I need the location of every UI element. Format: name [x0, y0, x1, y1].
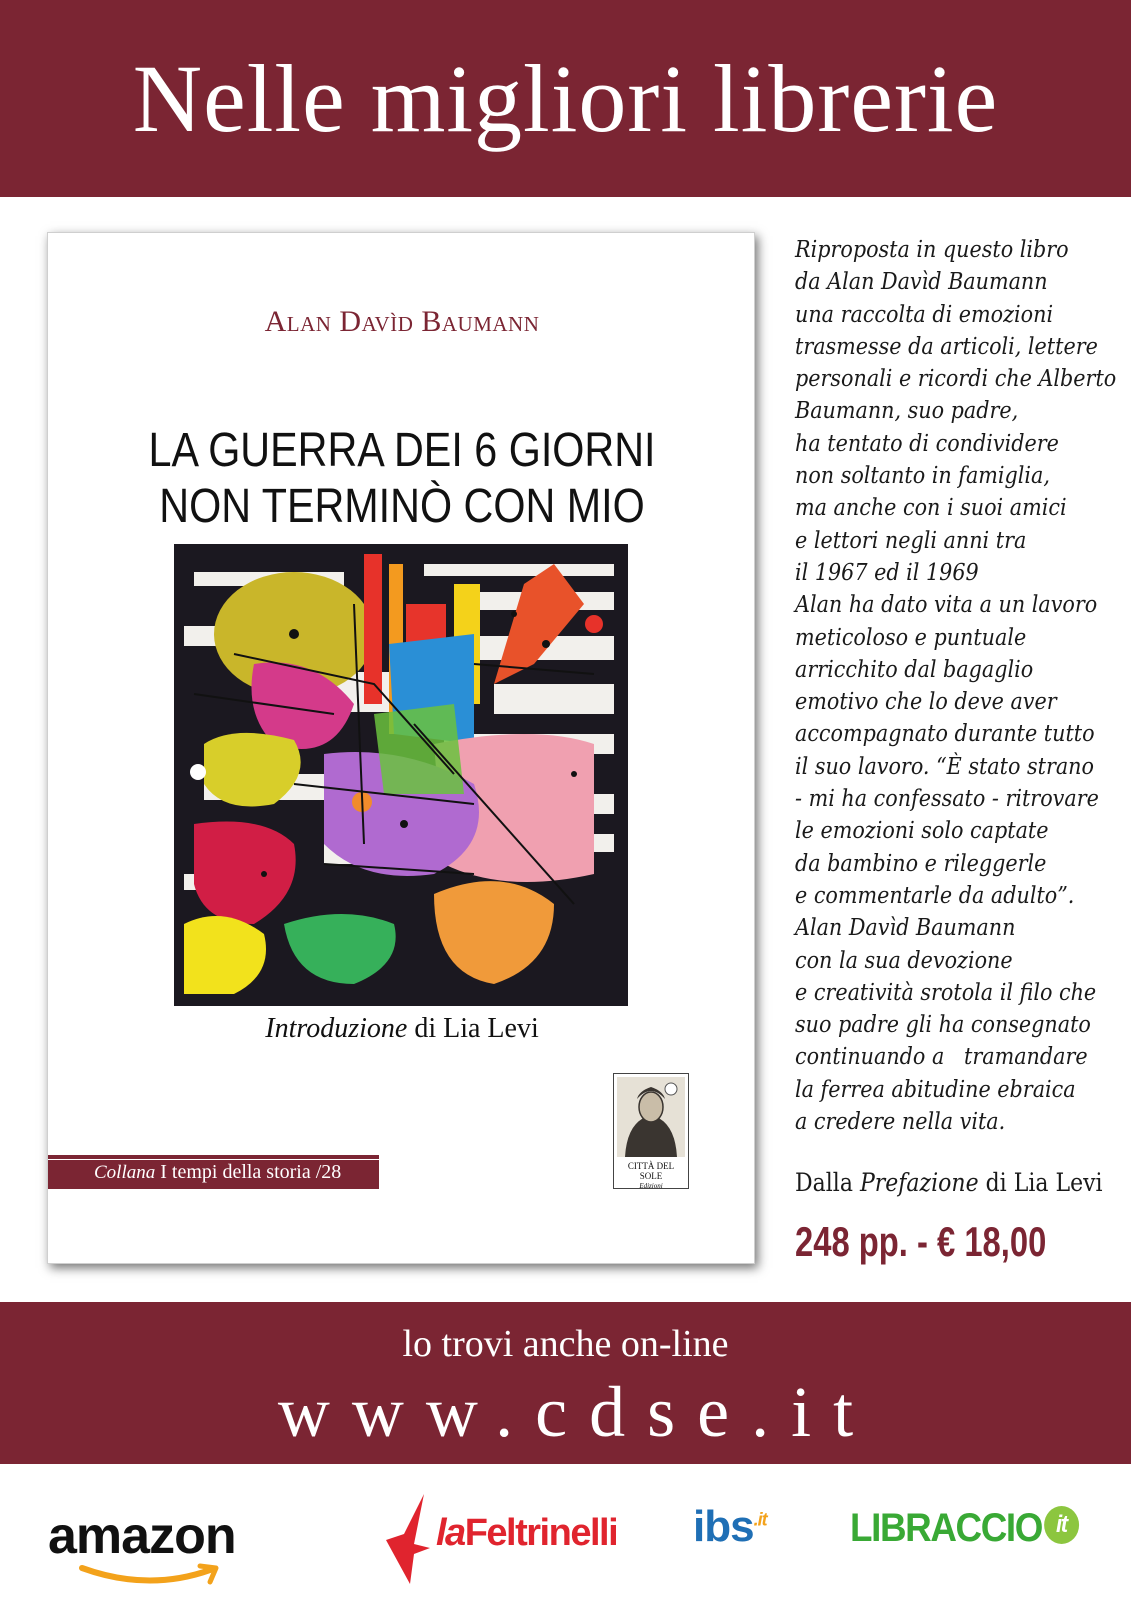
description-line: suo padre gli ha consegnato — [795, 1012, 1091, 1039]
description-line: - mi ha confessato - ritrovare — [795, 786, 1099, 813]
description-line: accompagnato durante tutto — [795, 721, 1095, 748]
preface-credit — [795, 1168, 1103, 1197]
amazon-wordmark: amazon — [48, 1507, 236, 1565]
feltrinelli-prefix: la — [436, 1512, 465, 1554]
amazon-logo[interactable] — [48, 1506, 236, 1566]
description-line: una raccolta di emozioni — [795, 301, 1054, 328]
intro-label: Introduzione — [265, 1013, 408, 1044]
preface-prefix: Dalla — [795, 1168, 860, 1197]
preface-author: di Lia Levi — [978, 1168, 1103, 1197]
cover-introduction — [48, 1013, 756, 1045]
libraccio-wordmark: LIBRACCIO — [850, 1506, 1043, 1550]
feltrinelli-f-icon — [384, 1494, 434, 1584]
publisher-subtitle: Edizioni — [639, 1182, 663, 1190]
online-label: lo trovi anche on-line — [402, 1323, 729, 1365]
abstract-painting-image — [174, 544, 628, 1006]
description-line: Riproposta in questo libro — [795, 237, 1069, 263]
description-line: Baumann, suo padre, — [795, 398, 1019, 425]
retailer-logos — [0, 1464, 1131, 1600]
description-line: arricchito dal bagaglio — [795, 656, 1034, 683]
description-line: e commentarle da adulto”. — [795, 882, 1075, 909]
feltrinelli-logo[interactable] — [384, 1494, 634, 1584]
publisher-portrait-image — [617, 1077, 685, 1157]
cover-title-line: LA GUERRA DEI 6 GIORNI — [148, 424, 656, 477]
online-banner — [0, 1302, 1131, 1464]
description-line: Alan ha dato vita a un lavoro — [795, 592, 1098, 619]
header-title: Nelle migliori librerie — [132, 44, 999, 152]
feltrinelli-name: Feltrinelli — [464, 1512, 618, 1554]
publisher-name-text: CITTÀ DEL SOLE — [627, 1161, 675, 1181]
cover-author: Alan Davìd Baumann — [264, 305, 540, 338]
description-line: e lettori negli anni tra — [795, 527, 1027, 554]
price-label: 248 pp. - € 18,00 — [795, 1218, 1047, 1265]
description-line: e creatività srotola il filo che — [795, 979, 1097, 1006]
description-line: la ferrea abitudine ebraica — [795, 1076, 1076, 1103]
description-line: non soltanto in famiglia, — [795, 463, 1050, 490]
description-line: da Alan Davìd Baumann — [795, 269, 1048, 296]
description-line: continuando a tramandare — [795, 1044, 1088, 1071]
description-line: le emozioni solo captate — [795, 818, 1049, 845]
publisher-name — [617, 1161, 685, 1191]
series-banner — [48, 1155, 379, 1189]
ibs-domain: .it — [753, 1509, 767, 1530]
description-line: Alan Davìd Baumann — [795, 915, 1016, 942]
feltrinelli-wordmark — [436, 1512, 617, 1555]
series-name: I tempi della storia /28 — [155, 1161, 342, 1183]
description-line: da bambino e rileggerle — [795, 850, 1047, 877]
monk-portrait-icon — [617, 1077, 685, 1157]
book-description — [795, 234, 1117, 1138]
description-line: il 1967 ed il 1969 — [795, 559, 979, 586]
book-cover — [47, 232, 755, 1264]
preface-word: Prefazione — [859, 1168, 979, 1197]
description-line: trasmesse da articoli, lettere — [795, 333, 1098, 360]
header-banner — [0, 0, 1131, 197]
intro-author: di Lia Levi — [407, 1013, 539, 1044]
description-line: con la sua devozione — [795, 947, 1013, 974]
ibs-logo[interactable] — [693, 1502, 767, 1552]
description-line: il suo lavoro. “È stato strano — [795, 753, 1094, 780]
cover-title-line: NON TERMINÒ CON MIO — [159, 480, 645, 533]
amazon-smile-icon — [78, 1562, 228, 1588]
description-line: emotivo che lo deve aver — [795, 689, 1057, 716]
description-line: ma anche con i suoi amici — [795, 495, 1067, 522]
description-line: personali e ricordi che Alberto — [795, 366, 1117, 393]
description-line: ha tentato di condividere — [795, 430, 1059, 457]
libraccio-logo[interactable] — [850, 1506, 1079, 1551]
cover-artwork — [174, 544, 628, 1006]
publisher-logo — [613, 1073, 689, 1189]
series-label: Collana — [94, 1162, 156, 1183]
ibs-wordmark: ibs — [693, 1502, 754, 1551]
description-line: meticoloso e puntuale — [795, 624, 1027, 651]
website-link[interactable]: www.cdse.it — [277, 1372, 876, 1452]
description-line: a credere nella vita. — [795, 1109, 1006, 1136]
libraccio-it-badge: it — [1044, 1506, 1079, 1544]
